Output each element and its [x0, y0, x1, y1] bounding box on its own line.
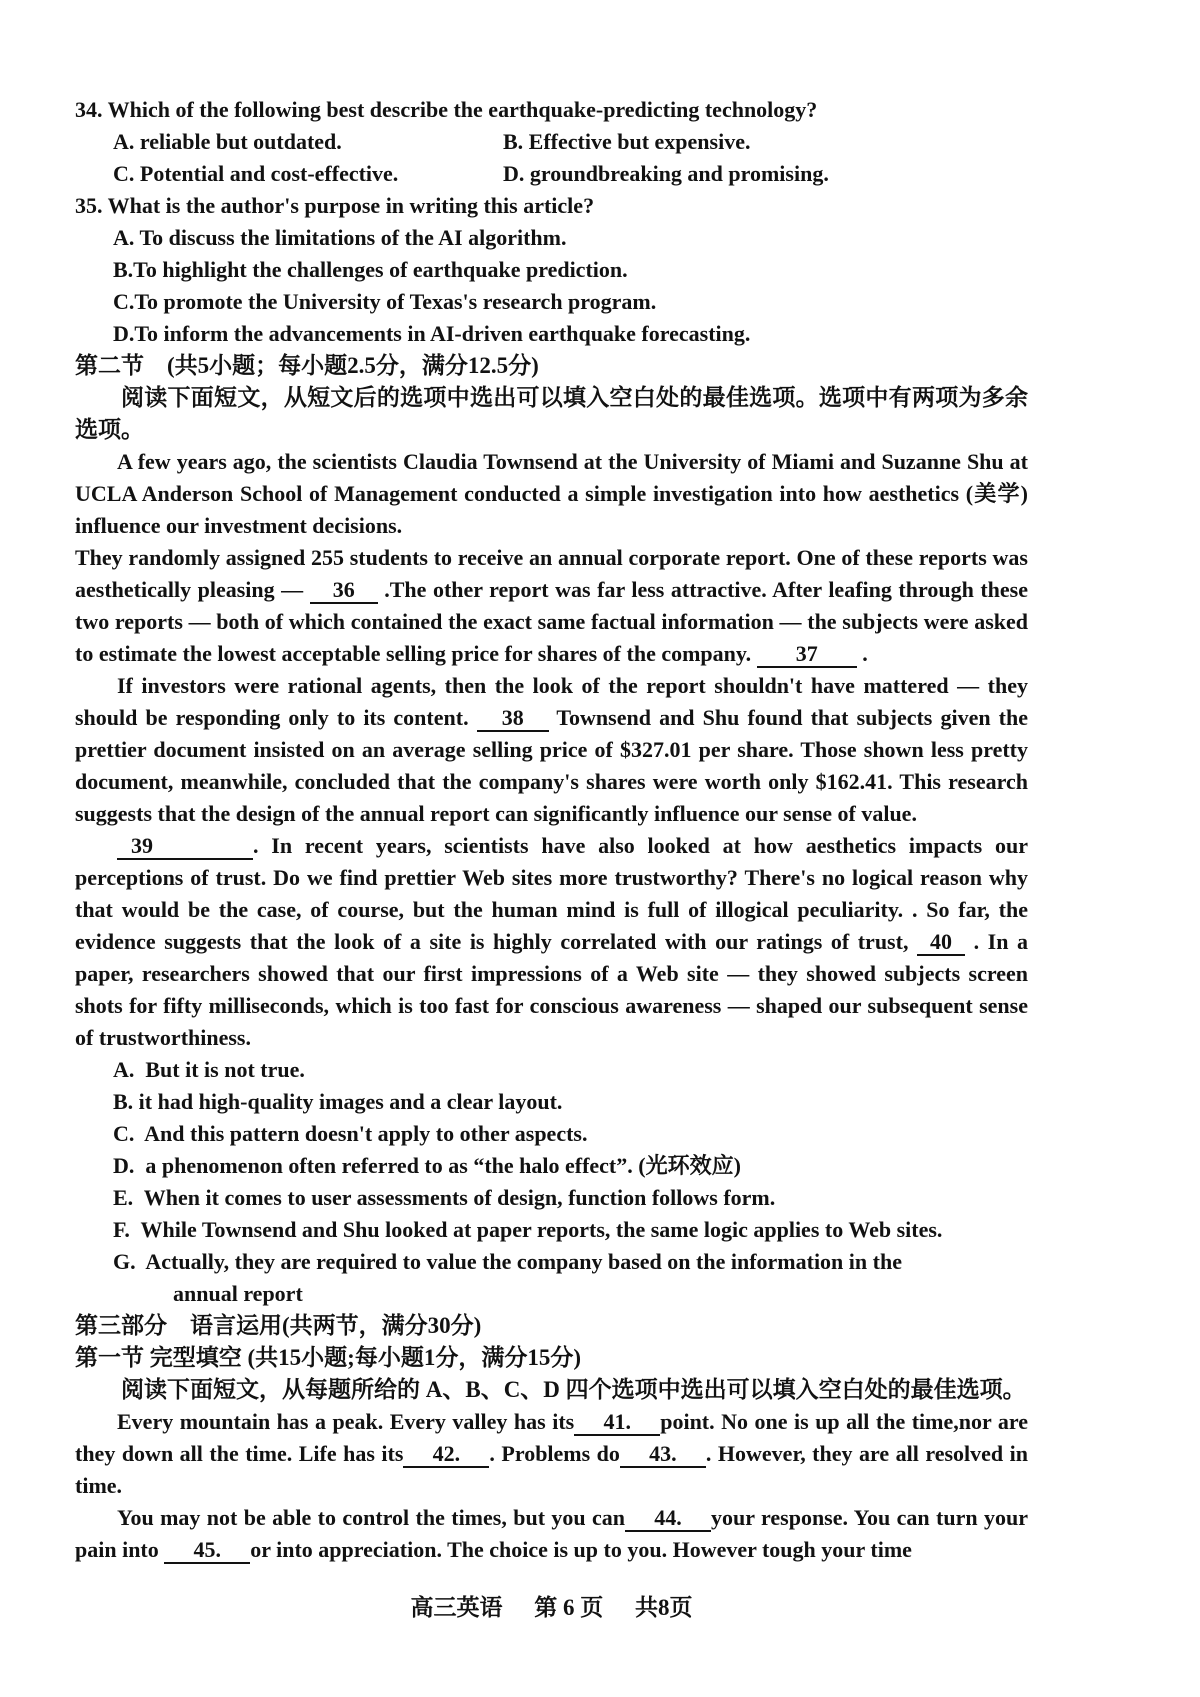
question-35-option-c: C.To promote the University of Texas's research program.	[113, 289, 657, 314]
question-34-options-row-1	[75, 126, 1028, 158]
option-g-line-2: annual report	[173, 1281, 303, 1306]
question-35-stem: 35. What is the author's purpose in writing this article?	[75, 193, 595, 218]
paragraph-2-text-1: They randomly assigned 255 students to receive an annual corporate report. One of these reports was aesthetically pleasing —	[75, 545, 1028, 602]
section-2-instruction: 阅读下面短文，从短文后的选项中选出可以填入空白处的最佳选项。选项中有两项为多余选项。	[75, 385, 1028, 442]
passage-paragraph-3	[75, 670, 1028, 830]
cloze-instruction: 阅读下面短文，从每题所给的 A、B、C、D 四个选项中选出可以填入空白处的最佳选项。	[121, 1377, 1026, 1402]
question-34-option-c: C. Potential and cost-effective.	[113, 161, 399, 186]
paragraph-3-text-2: Townsend and Shu found that subjects given the prettier document insisted on an average selling price of $327.01 per share. Those shown less pretty document, meanwhile, concluded that the company's shares were worth only $162.41. This research suggests that the design of the annual report can significantly influence our sense of value.	[75, 705, 1028, 826]
question-34-option-d: D. groundbreaking and promising.	[503, 161, 829, 186]
blank-41: 41.	[574, 1410, 660, 1436]
blank-42: 42.	[403, 1442, 489, 1468]
cloze-1-text-1: Every mountain has a peak. Every valley has its	[117, 1409, 575, 1434]
blank-43: 43.	[620, 1442, 706, 1468]
cloze-section-heading: 第一节 完型填空 (共15小题;每小题1分，满分15分)	[75, 1345, 581, 1370]
passage-paragraph-4	[75, 830, 1028, 1054]
option-g-line-1: G. Actually, they are required to value the company based on the information in the	[113, 1249, 902, 1274]
option-c: C. And this pattern doesn't apply to other aspects.	[113, 1121, 588, 1146]
paragraph-4-text-1: . In recent years, scientists have also looked at how aesthetics impacts our perceptions of trust. Do we find prettier Web sites more trustworthy? There's no logical reason why that would be the case, of course, but the human mind is full of illogical peculiarity. . So far, the evidence suggests that the look of a site is highly correlated with our ratings of trust,	[75, 833, 1028, 954]
question-35	[75, 190, 1028, 350]
section-2-heading: 第二节 (共5小题；每小题2.5分，满分12.5分)	[75, 353, 539, 378]
paragraph-2-text-3: .	[856, 641, 868, 666]
footer-page-number: 第 6 页	[534, 1595, 604, 1620]
page-footer	[75, 1592, 1028, 1624]
blank-45: 45.	[164, 1538, 250, 1564]
question-35-option-a: A. To discuss the limitations of the AI algorithm.	[113, 225, 567, 250]
question-35-option-d: D.To inform the advancements in AI-driven earthquake forecasting.	[113, 321, 751, 346]
paragraph-4-text-2: . In a paper, researchers showed that our first impressions of a Web site — they showed subjects screen shots for fifty milliseconds, which is too fast for conscious awareness — shaped our subsequent sense of trustworthiness.	[75, 929, 1029, 1050]
option-a: A. But it is not true.	[113, 1057, 305, 1082]
blank-44: 44.	[625, 1506, 711, 1532]
blank-40: 40	[917, 930, 965, 956]
section-2-option-list	[75, 1054, 1028, 1310]
cloze-1-text-3: . Problems do	[489, 1441, 620, 1466]
question-34-option-a: A. reliable but outdated.	[113, 129, 342, 154]
blank-38: 38	[477, 706, 549, 732]
cloze-1-text-2: point. No one is up all the time,nor are they down all the time. Life has its	[75, 1409, 1028, 1466]
question-34-stem: 34. Which of the following best describe the earthquake-predicting technology?	[75, 97, 818, 122]
paragraph-2-text-2: .The other report was far less attractive. After leafing through these two reports — both of which contained the exact same factual information — the subjects were asked to estimate the lowest acceptable selling price for shares of the company.	[75, 577, 1028, 666]
cloze-2-text-3: or into appreciation. The choice is up to you. However tough your time	[250, 1537, 912, 1562]
footer-total-pages: 共8页	[635, 1595, 693, 1620]
cloze-2-text-1: You may not be able to control the times, but you can	[117, 1505, 626, 1530]
blank-37: 37	[757, 642, 857, 668]
question-34-options-row-2	[75, 158, 1028, 190]
option-d: D. a phenomenon often referred to as “the halo effect”. (光环效应)	[113, 1153, 741, 1178]
blank-39: 39	[117, 834, 253, 860]
cloze-2-text-2: your response. You can turn your pain into	[75, 1505, 1028, 1562]
cloze-paragraph-1	[75, 1406, 1028, 1502]
passage-paragraph-2	[75, 542, 1028, 670]
cloze-paragraph-2	[75, 1502, 1028, 1566]
footer-course-label: 高三英语	[410, 1595, 503, 1620]
option-b: B. it had high-quality images and a clear layout.	[113, 1089, 563, 1114]
option-e: E. When it comes to user assessments of design, function follows form.	[113, 1185, 776, 1210]
passage-paragraph-1: A few years ago, the scientists Claudia Townsend at the University of Miami and Suzanne Shu at UCLA Anderson School of Management conducted a simple investigation into how aesthetics (美学) influence our investment decisions.	[75, 449, 1028, 538]
question-34-option-b: B. Effective but expensive.	[503, 129, 751, 154]
question-35-option-b: B.To highlight the challenges of earthquake prediction.	[113, 257, 628, 282]
blank-36: 36	[310, 578, 378, 604]
option-f: F. While Townsend and Shu looked at paper reports, the same logic applies to Web sites.	[113, 1217, 943, 1242]
question-34	[75, 94, 1028, 190]
paragraph-3-text-1: If investors were rational agents, then the look of the report shouldn't have mattered — they should be responding only to its content.	[75, 673, 1028, 730]
cloze-1-text-4: . However, they are all resolved in time.	[75, 1441, 1028, 1498]
part-3-heading: 第三部分 语言运用(共两节，满分30分)	[75, 1313, 482, 1338]
